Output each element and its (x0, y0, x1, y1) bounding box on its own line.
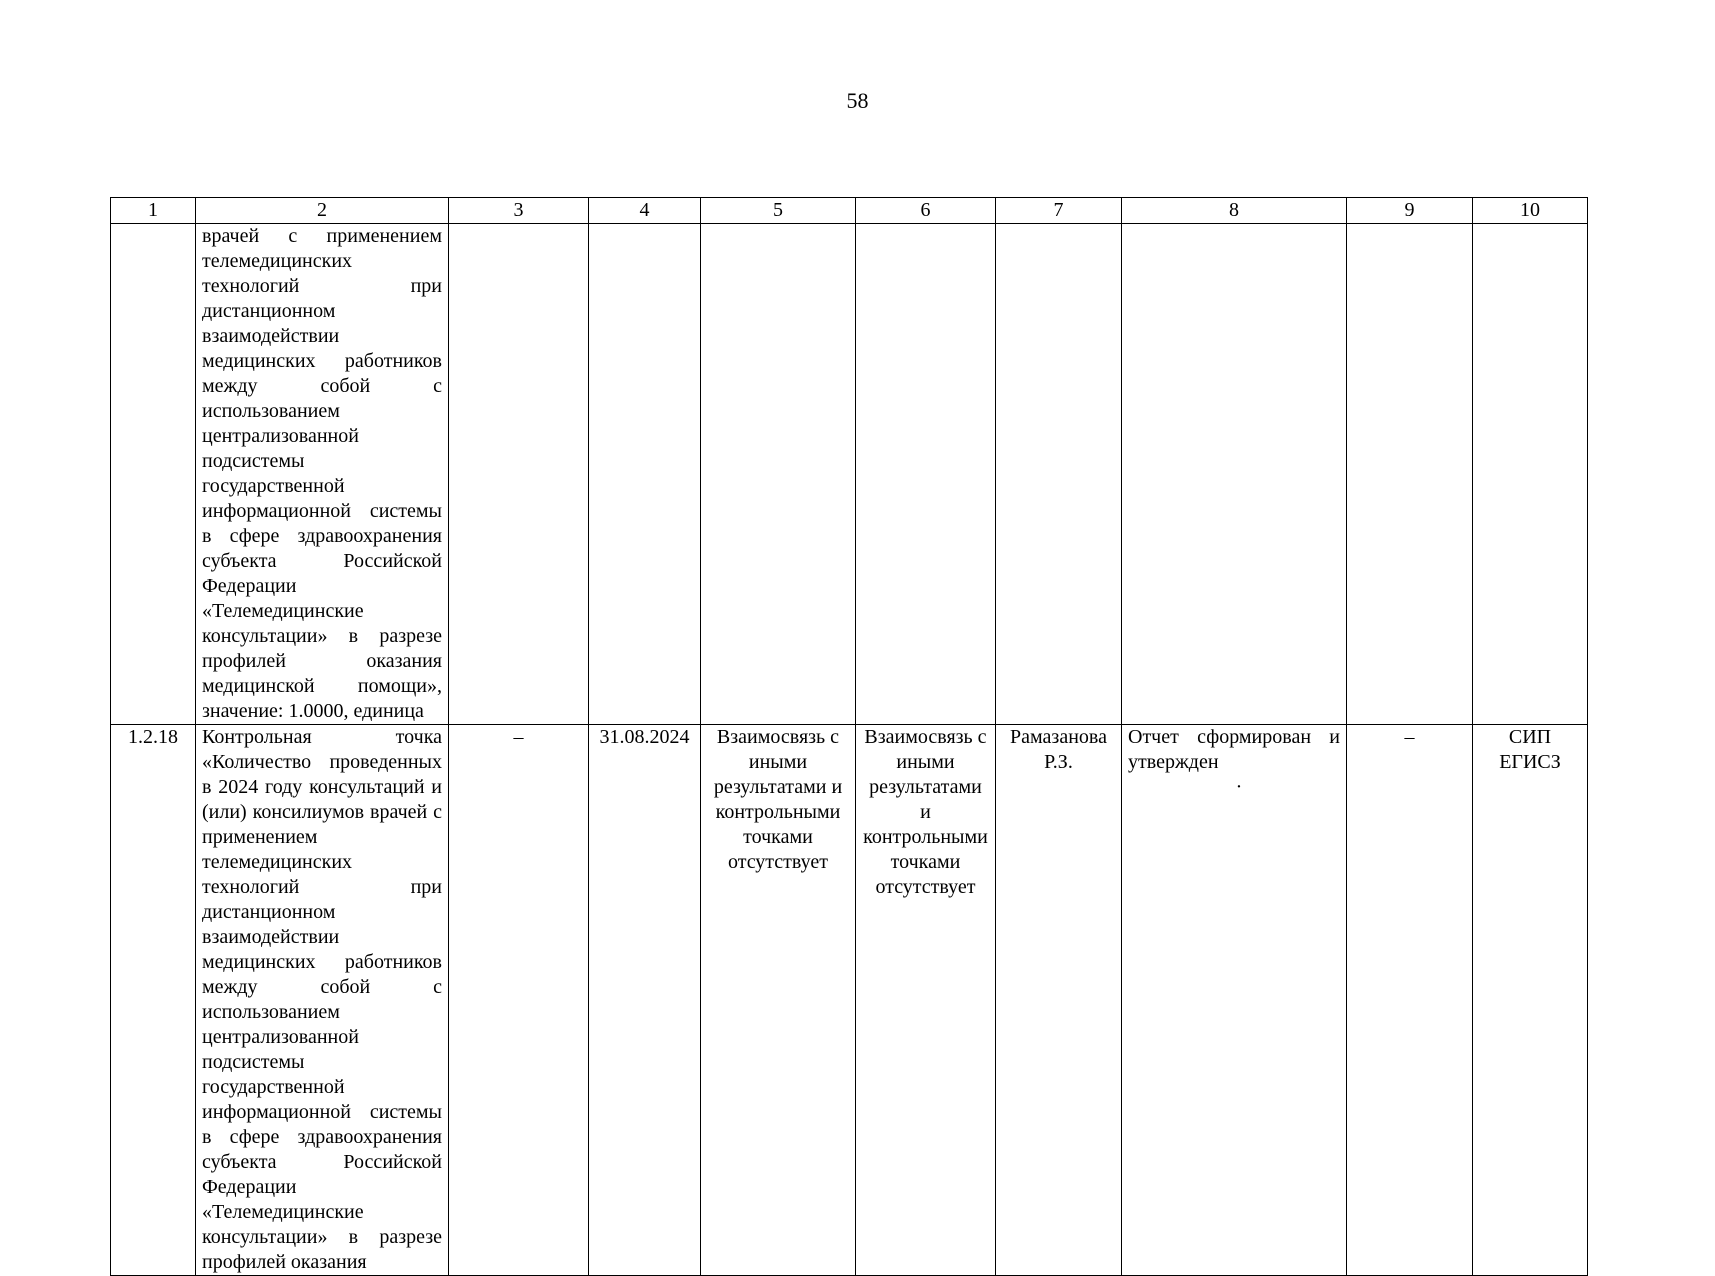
cell-empty-8 (1122, 224, 1347, 725)
col-header-2: 2 (196, 198, 449, 224)
cell-document-text: Отчет сформирован и утвержден (1128, 726, 1340, 773)
col-header-5: 5 (701, 198, 856, 224)
cell-base-value: – (449, 725, 589, 1276)
col-header-6: 6 (856, 198, 996, 224)
plan-table (110, 197, 1588, 1276)
cell-empty-9 (1347, 224, 1473, 725)
col-header-1: 1 (111, 198, 196, 224)
cell-description: Контрольная точка «Количество проведенных в 2024 году консультаций и (или) консилиумов врачей с применением телемедицинских технологий при дистанционном взаимодействии медицинских работников между собой с использованием централизованной подсистемы государственной информационной системы в сфере здравоохранения субъекта Российской Федерации «Телемедицинские консультации» в разрезе профилей оказания (196, 725, 449, 1276)
header-row (111, 198, 1588, 224)
table-row-continuation (111, 224, 1588, 725)
col-header-4: 4 (589, 198, 701, 224)
cell-number-empty (111, 224, 196, 725)
cell-responsible: Рамазанова Р.З. (996, 725, 1122, 1276)
col-header-7: 7 (996, 198, 1122, 224)
cell-description-continued: врачей с применением телемедицинских технологий при дистанционном взаимодействии медицинских работников между собой с использованием централизованной подсистемы государственной информационной системы в сфере здравоохранения субъекта Российской Федерации «Телемедицинские консультации» в разрезе профилей оказания медицинской помощи», значение: 1.0000, единица (196, 224, 449, 725)
cell-empty-4 (589, 224, 701, 725)
cell-empty-5 (701, 224, 856, 725)
col-header-10: 10 (1473, 198, 1588, 224)
table-row-1-2-18 (111, 725, 1588, 1276)
cell-empty-6 (856, 224, 996, 725)
cell-date: 31.08.2024 (589, 725, 701, 1276)
col-header-8: 8 (1122, 198, 1347, 224)
cell-number: 1.2.18 (111, 725, 196, 1276)
page-number: 58 (846, 88, 869, 113)
cell-successor: Взаимосвязь с иными результатами и контрольными точками отсутствует (856, 725, 996, 1276)
col-header-9: 9 (1347, 198, 1473, 224)
cell-system: СИП ЕГИСЗ (1473, 725, 1588, 1276)
cell-document (1122, 725, 1347, 1276)
cell-empty-7 (996, 224, 1122, 725)
col-header-3: 3 (449, 198, 589, 224)
cell-empty-10 (1473, 224, 1588, 725)
cell-empty-3 (449, 224, 589, 725)
cell-predecessor: Взаимосвязь с иными результатами и контрольными точками отсутствует (701, 725, 856, 1276)
stray-dot-mark: · (1235, 776, 1243, 798)
cell-level: – (1347, 725, 1473, 1276)
